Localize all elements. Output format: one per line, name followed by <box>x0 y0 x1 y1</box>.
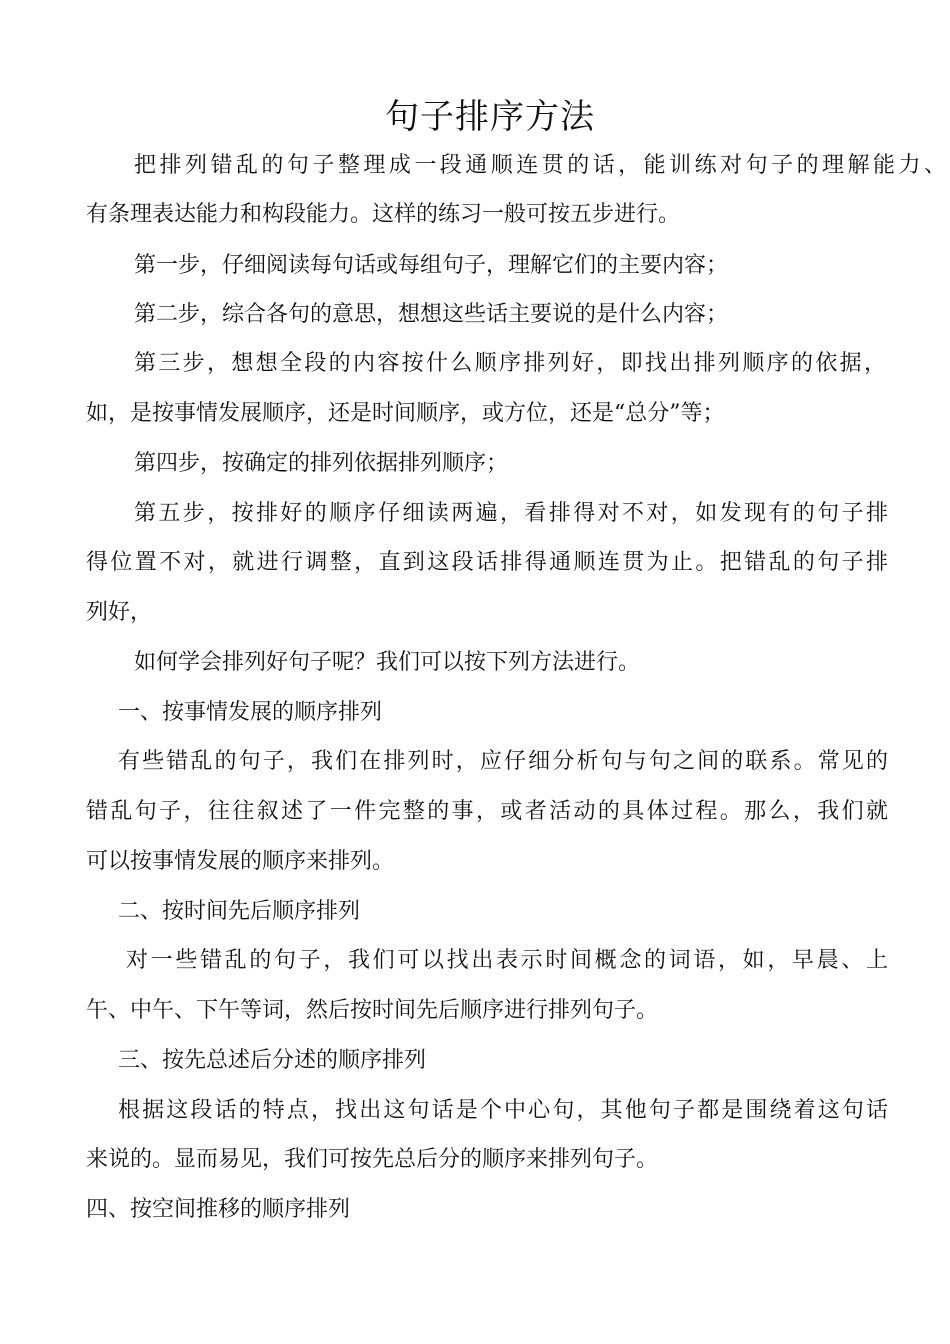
section-heading: 四、按空间推移的顺序排列 <box>86 1197 351 1222</box>
paragraph-line: 有些错乱的句子，我们在排列时，应仔细分析句与句之间的联系。常见的 <box>118 749 888 774</box>
paragraph-line: 如何学会排列好句子呢？我们可以按下列方法进行。 <box>134 650 641 675</box>
paragraph-line: 午、中午、下午等词，然后按时间先后顺序进行排列句子。 <box>86 998 659 1023</box>
paragraph-line: 来说的。显而易见，我们可按先总后分的顺序来排列句子。 <box>86 1147 659 1172</box>
paragraph-line: 列好， <box>86 600 153 625</box>
section-heading: 三、按先总述后分述的顺序排列 <box>118 1048 427 1073</box>
document-title: 句子排序方法 <box>385 97 595 137</box>
paragraph-line: 得位置不对，就进行调整，直到这段话排得通顺连贯为止。把错乱的句子排 <box>86 550 888 575</box>
paragraph-line: 错乱句子，往往叙述了一件完整的事，或者活动的具体过程。那么，我们就 <box>86 799 888 824</box>
paragraph-line: 第二步，综合各句的意思，想想这些话主要说的是什么内容； <box>134 302 729 327</box>
paragraph-line: 第四步，按确定的排列依据排列顺序； <box>134 451 509 476</box>
paragraph-line: 对一些错乱的句子，我们可以找出表示时间概念的词语，如，早晨、上 <box>126 948 888 973</box>
paragraph-line: 根据这段话的特点，找出这句话是个中心句，其他句子都是围绕着这句话 <box>118 1098 888 1123</box>
section-heading: 二、按时间先后顺序排列 <box>118 899 361 924</box>
paragraph-line: 第五步，按排好的顺序仔细读两遍，看排得对不对，如发现有的句子排 <box>134 501 888 526</box>
paragraph-line: 第一步，仔细阅读每句话或每组句子，理解它们的主要内容； <box>134 253 729 278</box>
paragraph-line: 把排列错乱的句子整理成一段通顺连贯的话，能训练对句子的理解能力、 <box>134 153 946 178</box>
paragraph-line: 如，是按事情发展顺序，还是时间顺序，或方位，还是“总分”等； <box>86 401 725 426</box>
paragraph-line: 可以按事情发展的顺序来排列。 <box>86 849 395 874</box>
paragraph-line: 有条理表达能力和构段能力。这样的练习一般可按五步进行。 <box>86 202 681 227</box>
paragraph-line: 第三步，想想全段的内容按什么顺序排列好，即找出排列顺序的依据， <box>134 351 886 376</box>
section-heading: 一、按事情发展的顺序排列 <box>118 700 383 725</box>
